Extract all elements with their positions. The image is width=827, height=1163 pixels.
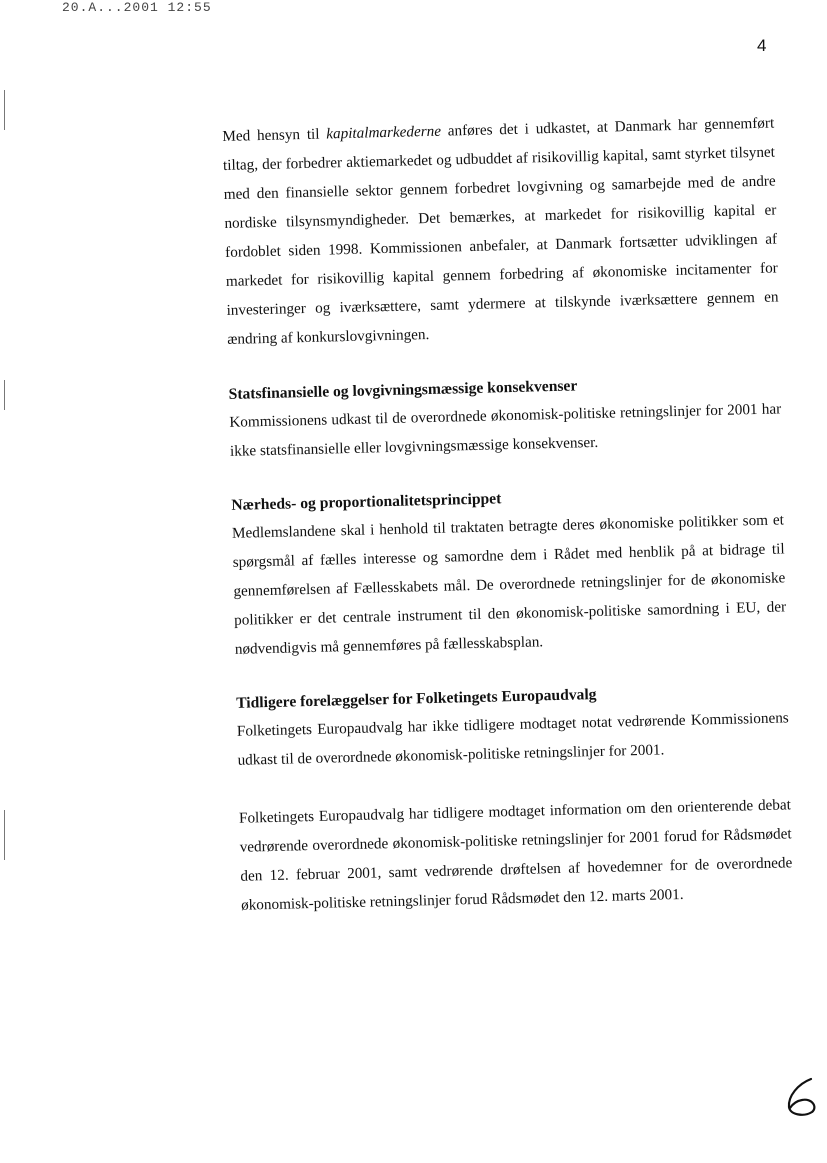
section-text-tidligere: Folketingets Europaudvalg har ikke tidligere modtaget notat vedrørende Kommissionens udkast til de overordnede økonomisk-politiske retningslinjer for 2001. [236,709,789,769]
intro-emphasis: kapitalmarkederne [326,122,442,143]
intro-paragraph [222,109,780,354]
scan-edge-mark [4,810,5,860]
intro-pre: Med hensyn til [222,125,327,145]
fax-header: 20.A...2001 12:55 [62,0,212,15]
scan-edge-mark [4,90,5,130]
section-heading-naerheds: Nærheds- og proportionalitetsprincippet [231,490,502,514]
section-heading-statsfinansielle: Statsfinansielle og lovgivningsmæssige konsekvenser [228,377,578,403]
section-heading-tidligere: Tidligere forelæggelser for Folketingets Europaudvalg [235,686,597,712]
closing-paragraph: Folketingets Europaudvalg har tidligere modtaget information om den orienterende debat vedrørende overordnede økonomisk-politiske retningslinjer for 2001 forud for Rådsmødet den 12. februar 2001, samt vedrørende drøftelsen af hovedemner for de overordnede økonomisk-politiske retningslinjer forud Rådsmødet den 12. marts 2001. [238,796,793,914]
scan-edge-mark [4,380,5,410]
document-body [222,109,793,920]
section-text-statsfinansielle: Kommissionens udkast til de overordnede økonomisk-politiske retningslinjer for 2001 har ikke statsfinansielle eller lovgivningsmæssige konsekvenser. [229,400,782,460]
page-number: 4 [757,36,767,55]
intro-post: anføres det i udkastet, at Danmark har gennemført tiltag, der forbedrer aktiemarkedet og udbuddet af risikovillig kapital, samt styrket tilsynet med den finansielle sektor gennem forbedret lovgivning og samarbejde med de andre nordiske tilsynsmyndigheder. Det bemærkes, at markedet for risikovillig kapital er fordoblet siden 1998. Kommissionen anbefaler, at Danmark fortsætter udviklingen af markedet for risikovillig kapital gennem forbedring af økonomiske incitamenter for investeringer og iværksættere, samt ydermere at tilskynde iværksættere gennem en ændring af konkurslovgivningen. [222,114,779,348]
section-text-naerheds: Medlemslandene skal i henhold til traktaten betragte deres økonomiske politikker som et spørgsmål af fælles interesse og samordne dem i Rådet med henblik på at bidrage til gennemførelsen af Fællesskabets mål. De overordnede retningslinjer for de økonomiske politikker er det centrale instrument til den økonomisk-politiske samordning i EU, der nødvendigvis må gennemføres på fællesskabsplan. [231,511,787,658]
handwritten-six-mark [784,1076,820,1118]
